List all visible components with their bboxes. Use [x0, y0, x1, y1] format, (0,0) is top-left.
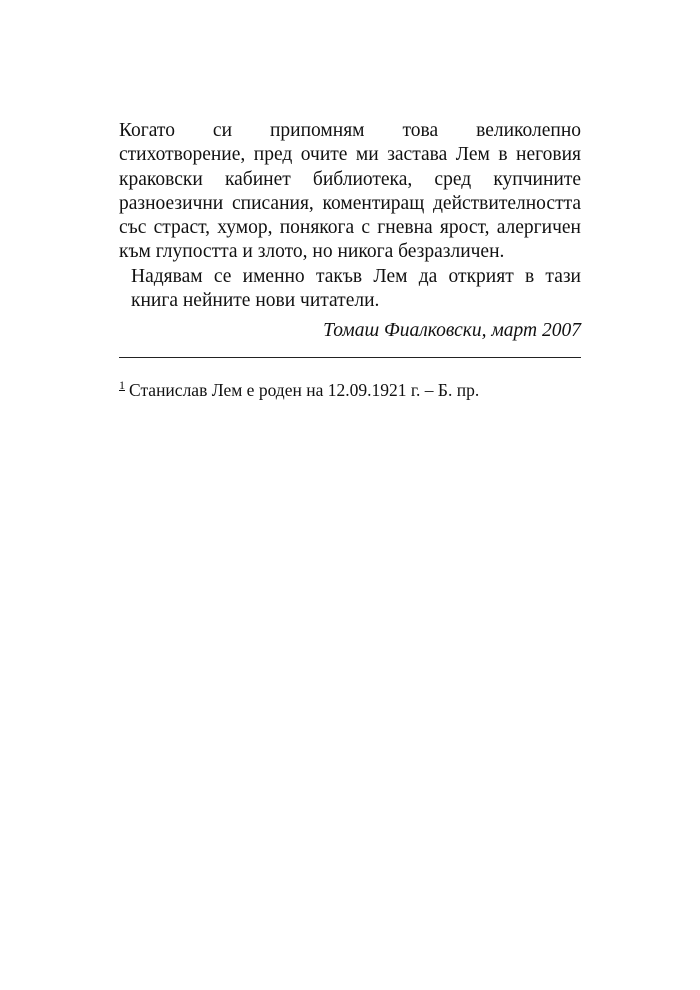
page-content [119, 119, 581, 401]
footnote-divider [119, 357, 581, 358]
paragraph-1-line: краковски кабинет библиотека, сред купчините [119, 168, 581, 190]
paragraph-1 [119, 119, 581, 265]
footnote-marker[interactable]: 1 [119, 378, 125, 393]
footnote [119, 374, 581, 401]
paragraph-1-line: Когато си припомням това великолепно [119, 120, 581, 141]
paragraph-1-line: към глупостта и злото, но никога безразличен. [119, 241, 505, 263]
paragraph-1-line: със страст, хумор, понякога с гневна ярост, алергичен [119, 217, 581, 239]
paragraph-2-line: Надявам се именно такъв Лем да открият в тази [131, 265, 581, 287]
footnote-text: Станислав Лем е роден на 12.09.1921 г. – Б. пр. [129, 380, 480, 401]
paragraph-1-line: стихотворение, пред очите ми застава Лем в неговия [119, 144, 581, 166]
paragraph-2 [119, 265, 581, 314]
paragraph-1-line: разноезични списания, коментиращ действителността [119, 192, 581, 214]
author-signature: Томаш Фиалковски, март 2007 [323, 320, 581, 342]
paragraph-2-line: книга нейните нови читатели. [131, 290, 380, 312]
